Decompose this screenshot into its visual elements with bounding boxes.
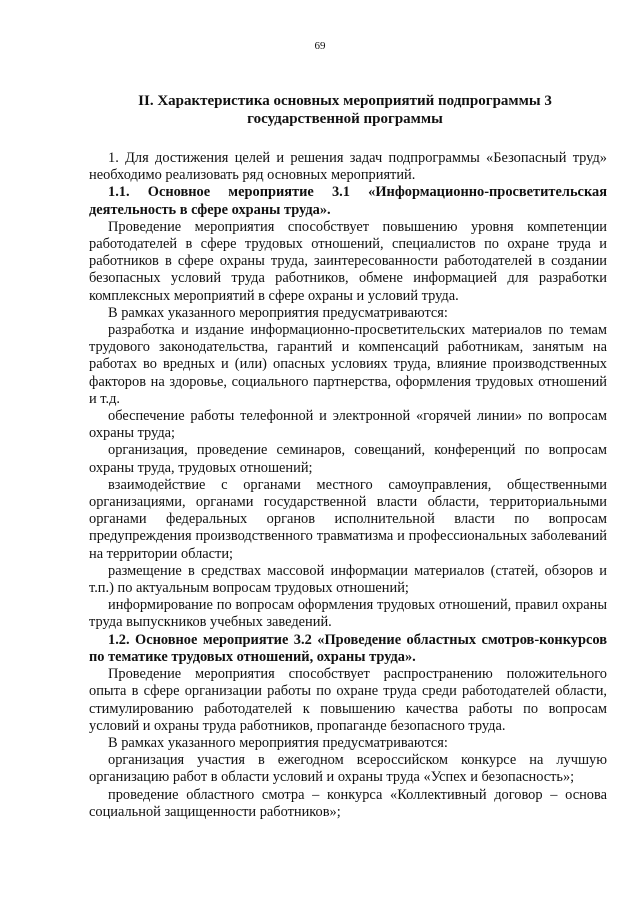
document-body [89,150,607,821]
section-heading-line-2: государственной программы [247,111,443,127]
list-item: размещение в средствах массовой информации материалов (статей, обзоров и т.п.) по актуальным вопросам трудовых отношений; [89,562,607,597]
list-item: организация, проведение семинаров, совещаний, конференций по вопросам охраны труда, трудовых отношений; [89,442,607,476]
paragraph: Проведение мероприятия способствует повышению уровня компетенции работодателей в сфере трудовых отношений, специалистов по охране труда и работников в сфере охраны труда, заинтересованности работодателей в создании безопасных условий труда работников, обмене информацией для разработки комплексных мероприятий в сфере охраны и условий труда. [89,218,607,304]
list-item: проведение областного смотра – конкурса «Коллективный договор – основа социальной защищенности работников»; [89,786,607,820]
subsection-heading-1-2: 1.2. Основное мероприятие 3.2 «Проведение областных смотров-конкурсов по тематике трудовых отношений, охраны труда». [89,631,607,665]
section-heading [90,92,600,128]
list-item: обеспечение работы телефонной и электронной «горячей линии» по вопросам охраны труда; [89,408,607,442]
list-item: взаимодействие с органами местного самоуправления, общественными организациями, органами государственной власти области, территориальными органами федеральных органов исполнительной власти по вопросам предупреждения производственного травматизма и профессиональных заболеваний на территории области; [89,476,607,562]
section-heading-line-1: II. Характеристика основных мероприятий подпрограммы 3 [138,93,552,109]
list-item: организация участия в ежегодном всероссийском конкурсе на лучшую организацию работ в области условий и охраны труда «Успех и безопасность»; [89,752,607,786]
paragraph: В рамках указанного мероприятия предусматриваются: [108,734,448,751]
subsection-heading-1-1: 1.1. Основное мероприятие 3.1 «Информационно-просветительская деятельность в сфере охраны труда». [89,184,607,218]
list-item: разработка и издание информационно-просветительских материалов по темам трудового законодательства, гарантий и компенсаций работникам, занятым на работах во вредных и (или) опасных условиях труда, влияние производственных факторов на здоровье, социального партнерства, оформления трудовых отношений и т.д. [89,322,607,407]
paragraph: В рамках указанного мероприятия предусматриваются: [108,304,448,321]
list-item: информирование по вопросам оформления трудовых отношений, правил охраны труда выпускников учебных заведений. [89,597,607,631]
paragraph: 1. Для достижения целей и решения задач подпрограммы «Безопасный труд» необходимо реализовать ряд основных мероприятий. [89,150,607,184]
paragraph: Проведение мероприятия способствует распространению положительного опыта в сфере организации работы по охране труда среди работодателей области, стимулированию работодателей к повышению качества работы по вопросам условий и охраны труда работников, пропаганде безопасного труда. [89,666,607,734]
page-number: 69 [314,40,326,52]
